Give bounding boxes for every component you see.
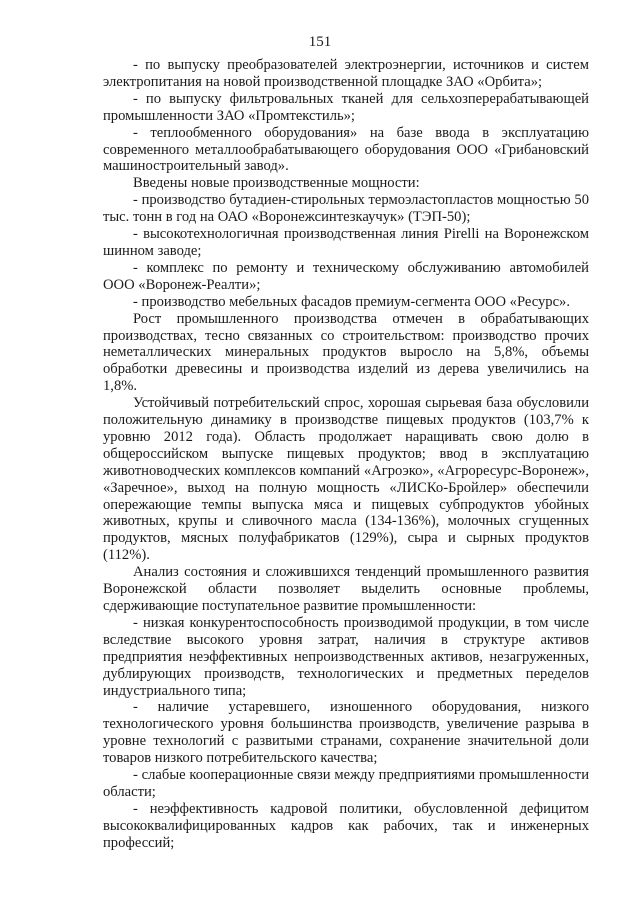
paragraph: Устойчивый потребительский спрос, хорошая сырьевая база обусловили положительную динамику в производстве пищевых продуктов (103,7% к уровню 2012 года). Область продолжает наращивать свою долю в общероссийском выпуске пищевых продуктов; ввод в эксплуатацию животноводческих комплексов компаний «Агроэко», «Агроресурс-Воронеж», «Заречное», выход на полную мощность «ЛИСКо-Бройлер» обеспечили опережающие темпы выпуска мяса и пищевых субпродуктов убойных животных, крупы и сливочного масла (134-136%), молочных сгущенных продуктов, мясных полуфабрикатов (129%), сыра и сырных продуктов (112%). [103,395,589,564]
page-number: 151 [308,34,332,50]
paragraph: - по выпуску фильтровальных тканей для сельхозперерабатывающей промышленности ЗАО «Промтекстиль»; [103,90,589,124]
paragraph: - слабые кооперационные связи между предприятиями промышленности области; [103,767,589,800]
paragraph: - по выпуску преобразователей электроэнергии, источников и систем электропитания на новой производственной площадке ЗАО «Орбита»; [103,57,589,90]
paragraph: - комплекс по ремонту и техническому обслуживанию автомобилей ООО «Воронеж-Реалти»; [103,259,589,293]
paragraph: - производство бутадиен-стирольных термоэластопластов мощностью 50 тыс. тонн в год на ОАО «Воронежсинтезкаучук» (ТЭП-50); [103,192,589,226]
paragraph: Рост промышленного производства отмечен в обрабатывающих производствах, тесно связанных со строительством: производство прочих неметаллических минеральных продуктов выросло на 5,8%, объемы обработки древесины и производства изделий из дерева увеличились на 1,8%. [103,310,589,395]
paragraph: Введены новые производственные мощности: [133,175,420,192]
paragraph: - низкая конкурентоспособность производимой продукции, в том числе вследствие высокого уровня затрат, наличия в структуре активов предприятия неэффективных непроизводственных активов, незагруженных, дублирующих производств, технологических и предметных переделов индустриального типа; [103,614,589,699]
body-text [103,57,589,852]
paragraph: - неэффективность кадровой политики, обусловленной дефицитом высококвалифицированных кадров как рабочих, так и инженерных профессий; [103,800,589,851]
paragraph: - теплообменного оборудования» на базе ввода в эксплуатацию современного металлообрабатывающего оборудования ООО «Грибановский машиностроительный завод». [103,124,589,175]
paragraph: Анализ состояния и сложившихся тенденций промышленного развития Воронежской области позволяет выделить основные проблемы, сдерживающие поступательное развитие промышленности: [103,564,589,614]
paragraph: - производство мебельных фасадов премиум-сегмента ООО «Ресурс». [133,293,571,310]
paragraph: - высокотехнологичная производственная линия Pirelli на Воронежском шинном заводе; [103,226,589,259]
paragraph: - наличие устаревшего, изношенного оборудования, низкого технологического уровня большинства производств, увеличение разрыва в уровне технологий с развитыми странами, сохранение значительной доли товаров низкого потребительского качества; [103,699,589,767]
